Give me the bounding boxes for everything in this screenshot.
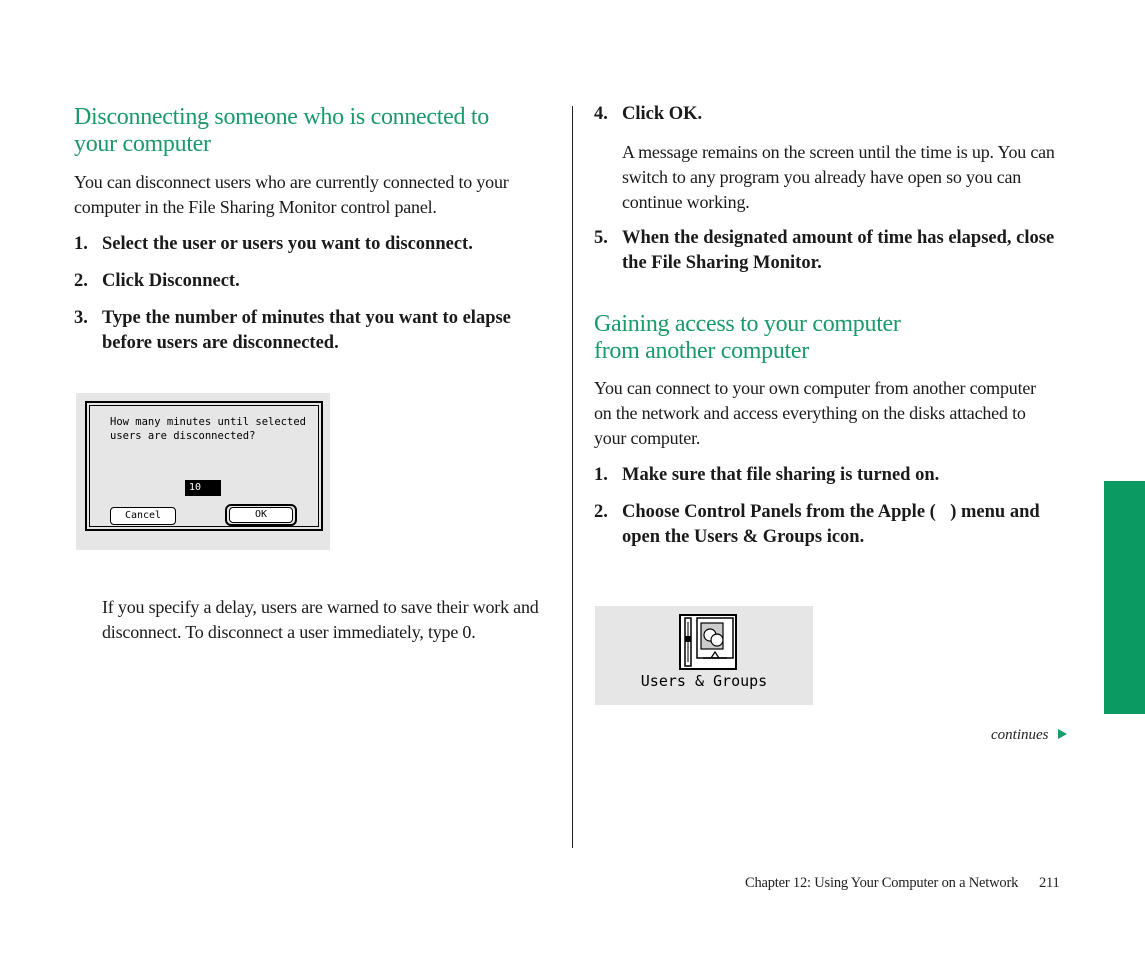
page-number: 211 <box>1039 875 1060 891</box>
delay-note: If you specify a delay, users are warned to save their work and disconnect. To disconnect a user immediately, type 0. <box>102 597 539 642</box>
step-4: 4. Click OK. <box>594 104 703 124</box>
chapter-tab <box>1104 481 1145 714</box>
section-heading-disconnecting: Disconnecting someone who is connected to your computer <box>74 104 489 157</box>
access-step-2: 2. Choose Control Panels from the Apple ( ) menu and open the Users & Groups icon. <box>594 502 1030 547</box>
page-footer <box>745 875 1060 892</box>
users-groups-icon-screenshot <box>595 606 813 705</box>
access-step-1: 1. Make sure that file sharing is turned on. <box>594 465 940 485</box>
column-divider <box>572 106 573 848</box>
step-4-description: A message remains on the screen until the time is up. You can switch to any program you already have open so you can continue working. <box>622 142 1055 212</box>
step-5: 5. When the designated amount of time has elapsed, close the File Sharing Monitor. <box>594 228 1055 273</box>
cancel-button[interactable]: Cancel <box>110 507 176 525</box>
ok-button[interactable]: OK <box>225 504 297 526</box>
users-groups-label: Users & Groups <box>640 672 768 690</box>
continues-indicator: continues <box>991 727 1068 744</box>
intro-paragraph: You can disconnect users who are currently connected to your computer in the File Sharing Monitor control panel. <box>74 172 509 217</box>
step-3: 3. Type the number of minutes that you want to elapse before users are disconnected. <box>74 308 511 353</box>
dialog-frame <box>85 401 323 531</box>
right-arrow-icon <box>1056 728 1068 740</box>
section-heading-gaining-access: Gaining access to your computer from another computer <box>594 311 901 364</box>
users-and-groups-icon[interactable] <box>679 614 737 675</box>
dialog-prompt: How many minutes until selected users are disconnected? <box>110 416 306 442</box>
minutes-input[interactable]: 10 <box>185 480 221 496</box>
step-1: 1. Select the user or users you want to disconnect. <box>74 234 473 254</box>
access-intro-paragraph: You can connect to your own computer from another computer on the network and access everything on the disks attached to your computer. <box>594 378 1036 448</box>
disconnect-dialog-screenshot <box>76 393 330 550</box>
step-2: 2. Click Disconnect. <box>74 271 240 291</box>
chapter-title: Chapter 12: Using Your Computer on a Network <box>745 875 1019 891</box>
